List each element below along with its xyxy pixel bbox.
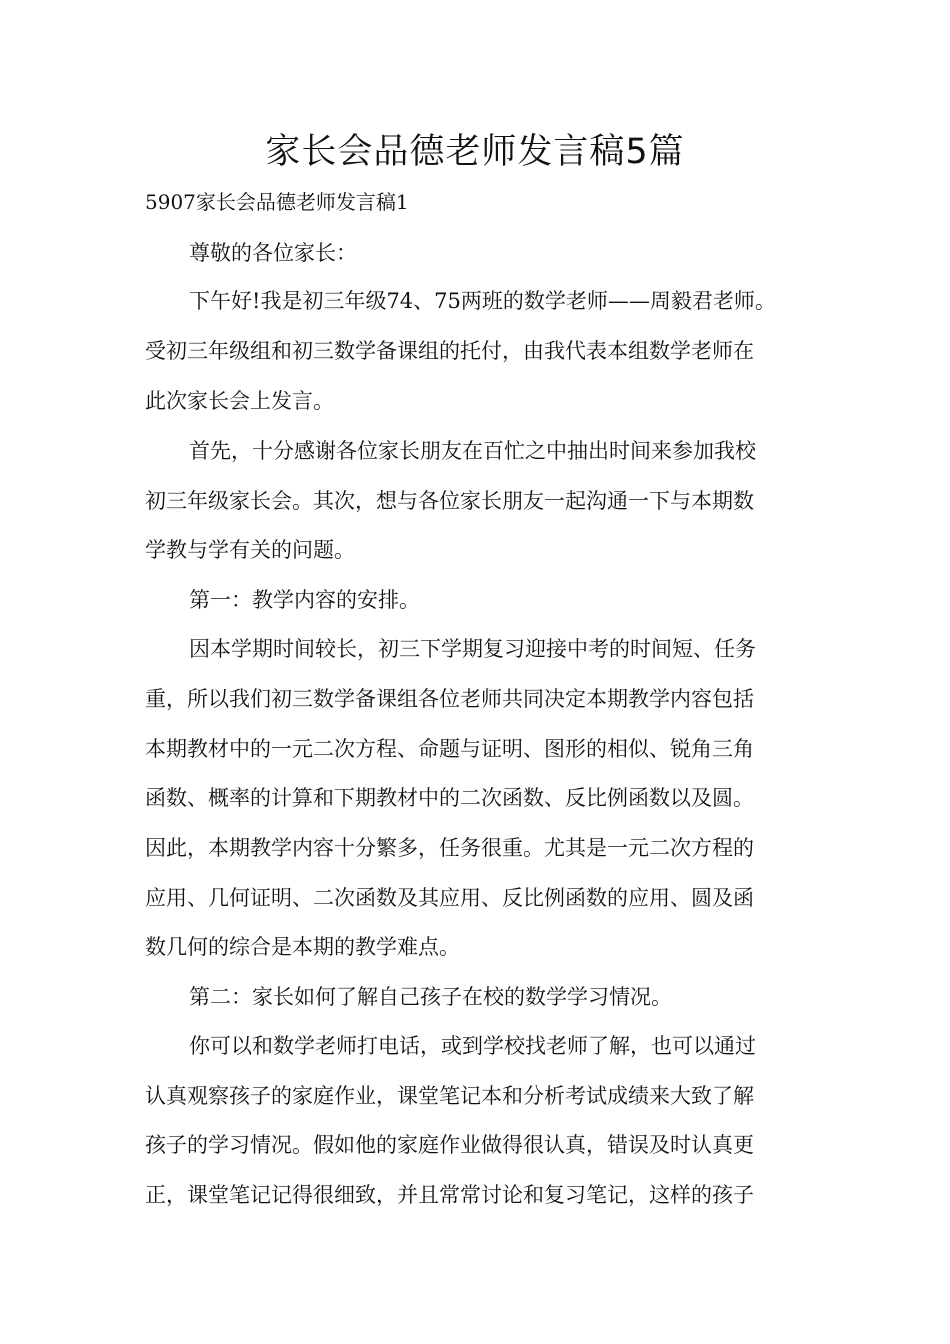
paragraph-line: 下午好!我是初三年级74、75两班的数学老师——周毅君老师。 <box>189 289 776 313</box>
paragraph-line: 因本学期时间较长，初三下学期复习迎接中考的时间短、任务 <box>189 637 756 661</box>
paragraph-line: 第一：教学内容的安排。 <box>189 588 420 612</box>
paragraph-line: 数几何的综合是本期的教学难点。 <box>145 935 460 959</box>
paragraph-line: 第二：家长如何了解自己孩子在校的数学学习情况。 <box>189 985 672 1009</box>
paragraph-line: 函数、概率的计算和下期教材中的二次函数、反比例函数以及圆。 <box>145 786 754 810</box>
paragraph-line: 受初三年级组和初三数学备课组的托付，由我代表本组数学老师在 <box>145 339 754 363</box>
paragraph-line: 孩子的学习情况。假如他的家庭作业做得很认真，错误及时认真更 <box>145 1133 754 1157</box>
paragraph-line: 认真观察孩子的家庭作业，课堂笔记本和分析考试成绩来大致了解 <box>145 1084 754 1108</box>
paragraph-line: 初三年级家长会。其次，想与各位家长朋友一起沟通一下与本期数 <box>145 489 754 513</box>
paragraph-line: 正，课堂笔记记得很细致，并且常常讨论和复习笔记，这样的孩子 <box>145 1183 754 1207</box>
document-subtitle: 5907家长会品德老师发言稿1 <box>145 190 409 214</box>
paragraph-line: 本期教材中的一元二次方程、命题与证明、图形的相似、锐角三角 <box>145 737 754 761</box>
paragraph-line: 此次家长会上发言。 <box>145 389 334 413</box>
paragraph-line: 首先，十分感谢各位家长朋友在百忙之中抽出时间来参加我校 <box>189 439 756 463</box>
paragraph-line: 重，所以我们初三数学备课组各位老师共同决定本期教学内容包括 <box>145 687 754 711</box>
paragraph-line: 应用、几何证明、二次函数及其应用、反比例函数的应用、圆及函 <box>145 886 754 910</box>
paragraph-line: 学教与学有关的问题。 <box>145 538 355 562</box>
document-title: 家长会品德老师发言稿5篇 <box>265 132 685 172</box>
paragraph-line: 因此，本期教学内容十分繁多，任务很重。尤其是一元二次方程的 <box>145 836 754 860</box>
paragraph-line: 你可以和数学老师打电话，或到学校找老师了解，也可以通过 <box>189 1034 756 1058</box>
paragraph-line: 尊敬的各位家长： <box>189 241 357 265</box>
